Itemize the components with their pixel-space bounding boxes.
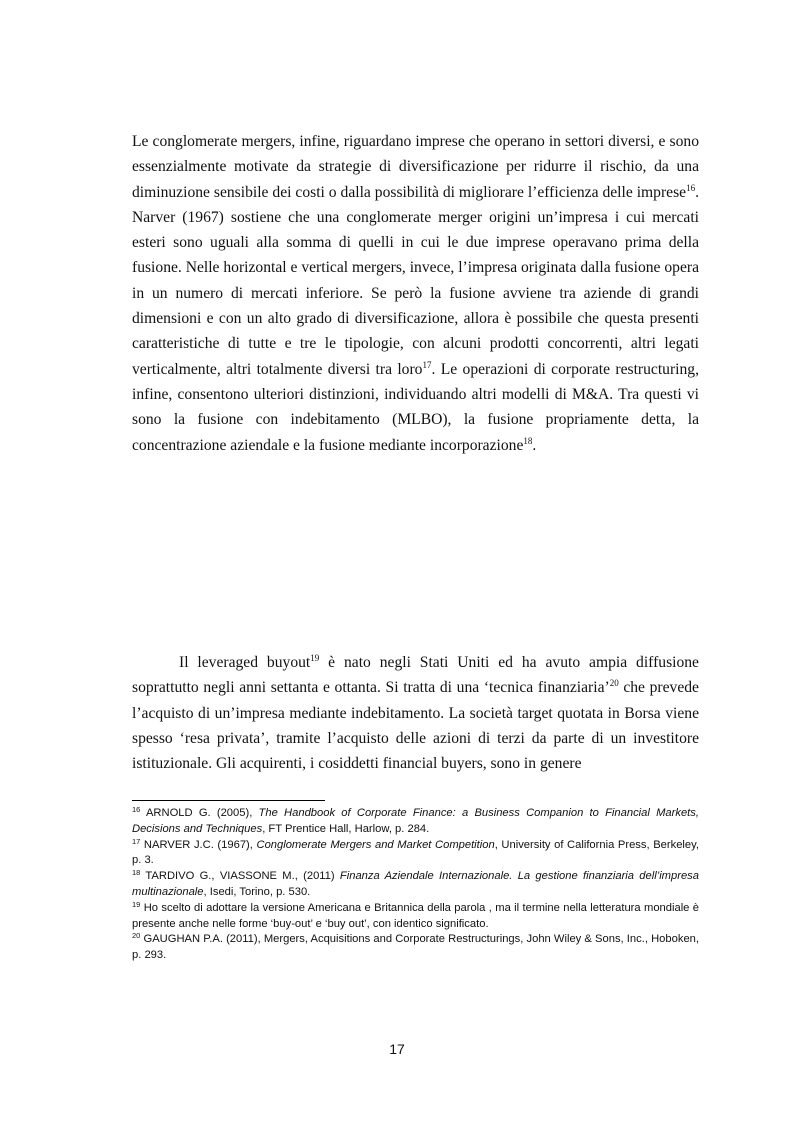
section-heading	[132, 590, 200, 611]
footnote-number: 20	[132, 931, 141, 941]
footnote-text: , FT Prentice Hall, Harlow, p. 284.	[262, 822, 430, 835]
footnote-ref-16[interactable]: 16	[686, 182, 696, 193]
footnote-text: GAUGHAN P.A. (2011), Mergers, Acquisitions and Corporate Restructurings, John Wiley & Sons, Inc., Hoboken, p. 293.	[132, 933, 699, 962]
paragraph-text: è nato negli Stati Uniti ed ha avuto ampia diffusione soprattutto negli anni settanta e ottanta. Si tratta di una ‘tecnica finanziaria’	[132, 654, 699, 697]
footnote-text: , University of California Press, Berkeley, p. 3.	[132, 838, 699, 867]
footnotes	[132, 806, 699, 964]
footnote-number: 16	[132, 805, 141, 814]
paragraph-text: . Le operazioni di corporate restructuring, infine, consentono ulteriori distinzioni, individuando altri modelli di M&A. Tra questi vi sono la fusione con indebitamento (MLBO), la fusione propriamente detta, la concentrazione aziendale e la fusione mediante incorporazione	[132, 360, 699, 454]
footnote-title: The Handbook of Corporate Finance: a Business Companion to Financial Markets, Decisions and Techniques	[132, 807, 699, 835]
paragraph-text: Il leveraged buyout	[179, 654, 311, 671]
footnote-title: Finanza Aziendale Internazionale. La gestione finanziaria dell’impresa multinazionale	[132, 870, 699, 898]
paragraph-text: .	[532, 436, 537, 454]
body-paragraph-mlbo	[132, 650, 699, 776]
footnote-17	[132, 838, 699, 870]
footnote-16	[132, 806, 699, 838]
body-paragraph-conglomerate	[132, 129, 699, 458]
footnote-text: Ho scelto di adottare la versione Americana e Britannica della parola , ma il termine nella letteratura mondiale è presente anche nelle forme ‘buy-out’ e ‘buy out’, con identico significato.	[132, 901, 699, 930]
paragraph-text: che prevede l’acquisto di un’impresa mediante indebitamento. La società target quotata in Borsa viene spesso ‘resa privata’, tramite l’acquisto delle azioni di terzi da parte di un investitore istituzionale. Gli acquirenti, i cosiddetti financial buyers, sono in genere	[132, 679, 699, 773]
footnote-20	[132, 932, 699, 964]
footnote-18	[132, 869, 699, 901]
footnote-ref-18[interactable]: 18	[523, 435, 533, 446]
footnote-separator	[132, 800, 325, 801]
paragraph-text: . Narver (1967) sostiene che una conglomerate merger origini un’impresa i cui mercati esteri sono uguali alla somma di quelli in cui le due imprese operavano prima della fusione. Nelle horizontal e vertical mergers, invece, l’impresa originata dalla fusione opera in un numero di mercati inferiore. Se però la fusione avviene tra aziende di grandi dimensioni e con un alto grado di diversificazione, allora è possibile che questa presenti caratteristiche di tutte e tre le tipologie, con alcuni prodotti concorrenti, altri legati verticalmente, altri totalmente diversi tra loro	[132, 183, 699, 378]
footnote-19	[132, 901, 699, 933]
footnote-number: 17	[132, 836, 141, 846]
footnote-text: TARDIVO G., VIASSONE M., (2011)	[140, 870, 340, 883]
paragraph-text: Le conglomerate mergers, infine, riguardano imprese che operano in settori diversi, e sono essenzialmente motivate da strategie di diversificazione per ridurre il rischio, da una diminuzione sensibile dei costi o dalla possibilità di migliorare l’efficienza delle imprese	[132, 133, 699, 201]
footnote-title: Conglomerate Mergers and Market Competition	[256, 838, 495, 851]
footnote-text: , Isedi, Torino, p. 530.	[203, 885, 311, 898]
footnote-text: ARNOLD G. (2005),	[140, 807, 259, 819]
footnote-ref-17[interactable]: 17	[422, 359, 432, 370]
footnote-ref-19[interactable]: 19	[310, 653, 320, 663]
footnote-text: NARVER J.C. (1967),	[140, 838, 257, 851]
footnote-number: 18	[132, 868, 141, 878]
page-number: 17	[389, 1041, 405, 1057]
footnote-number: 19	[132, 899, 141, 909]
footnote-ref-20[interactable]: 20	[609, 678, 619, 689]
